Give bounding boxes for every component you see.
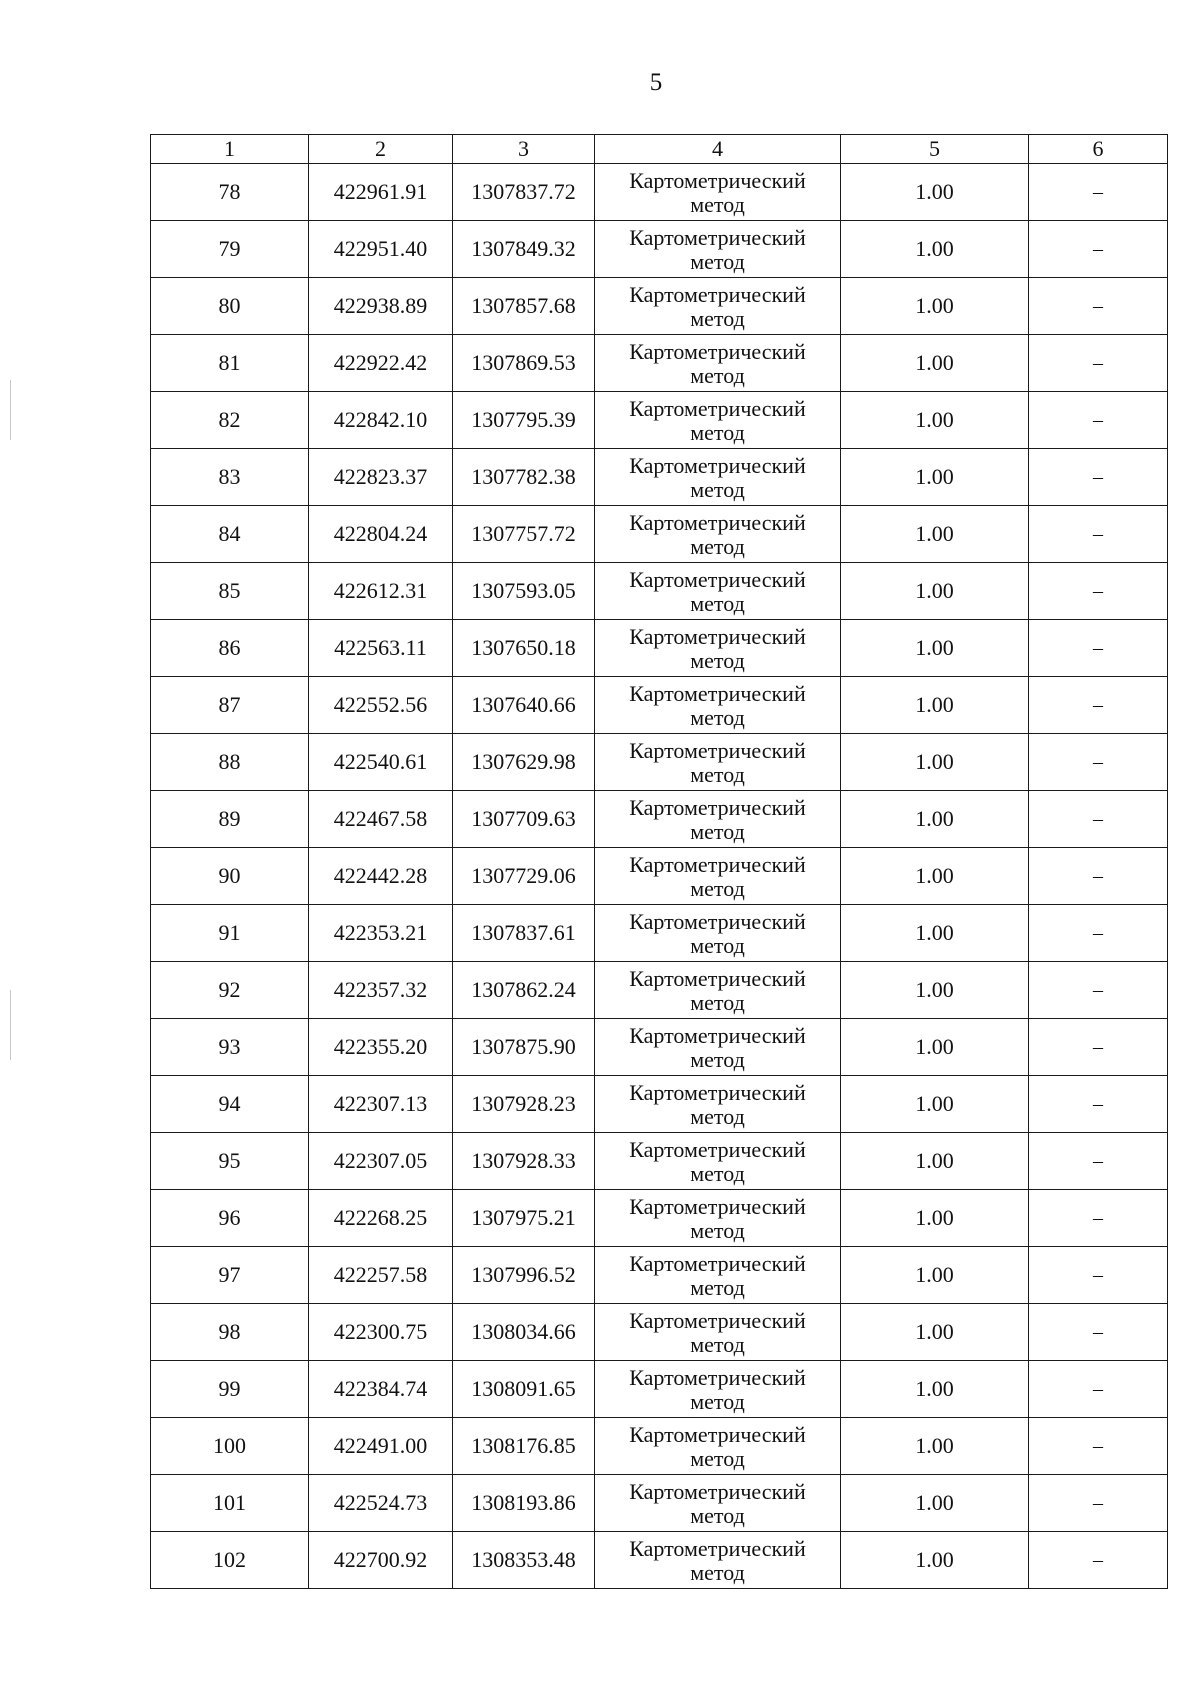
method-cell bbox=[595, 791, 841, 848]
column-header: 4 bbox=[595, 135, 841, 164]
error-value-cell: 1.00 bbox=[841, 1532, 1029, 1589]
method-line-2: метод bbox=[690, 1502, 745, 1528]
table-row bbox=[151, 164, 1168, 221]
scan-artifact bbox=[10, 990, 11, 1060]
column-header: 2 bbox=[309, 135, 453, 164]
method-cell bbox=[595, 392, 841, 449]
error-value-cell: 1.00 bbox=[841, 791, 1029, 848]
method-line-1: Картометрический bbox=[629, 908, 806, 934]
note-cell: – bbox=[1029, 392, 1168, 449]
method-line-2: метод bbox=[690, 191, 745, 217]
point-number-cell: 80 bbox=[151, 278, 309, 335]
error-value-cell: 1.00 bbox=[841, 620, 1029, 677]
scan-artifact bbox=[10, 380, 11, 440]
point-number-cell: 96 bbox=[151, 1190, 309, 1247]
table-row bbox=[151, 1247, 1168, 1304]
point-number-cell: 95 bbox=[151, 1133, 309, 1190]
point-number-cell: 88 bbox=[151, 734, 309, 791]
point-number-cell: 86 bbox=[151, 620, 309, 677]
x-coordinate-cell: 422491.00 bbox=[309, 1418, 453, 1475]
error-value-cell: 1.00 bbox=[841, 1304, 1029, 1361]
error-value-cell: 1.00 bbox=[841, 221, 1029, 278]
method-line-1: Картометрический bbox=[629, 737, 806, 763]
note-cell: – bbox=[1029, 962, 1168, 1019]
note-cell: – bbox=[1029, 1190, 1168, 1247]
point-number-cell: 79 bbox=[151, 221, 309, 278]
method-cell bbox=[595, 905, 841, 962]
method-line-1: Картометрический bbox=[629, 1364, 806, 1390]
method-line-2: метод bbox=[690, 704, 745, 730]
note-cell: – bbox=[1029, 1418, 1168, 1475]
method-line-2: метод bbox=[690, 1274, 745, 1300]
error-value-cell: 1.00 bbox=[841, 1418, 1029, 1475]
note-cell: – bbox=[1029, 1532, 1168, 1589]
y-coordinate-cell: 1307795.39 bbox=[453, 392, 595, 449]
x-coordinate-cell: 422357.32 bbox=[309, 962, 453, 1019]
table-row bbox=[151, 1133, 1168, 1190]
y-coordinate-cell: 1307996.52 bbox=[453, 1247, 595, 1304]
point-number-cell: 90 bbox=[151, 848, 309, 905]
point-number-cell: 99 bbox=[151, 1361, 309, 1418]
method-cell bbox=[595, 1532, 841, 1589]
point-number-cell: 92 bbox=[151, 962, 309, 1019]
method-line-1: Картометрический bbox=[629, 566, 806, 592]
table-row bbox=[151, 620, 1168, 677]
y-coordinate-cell: 1307857.68 bbox=[453, 278, 595, 335]
method-line-2: метод bbox=[690, 761, 745, 787]
point-number-cell: 87 bbox=[151, 677, 309, 734]
method-cell bbox=[595, 1019, 841, 1076]
point-number-cell: 101 bbox=[151, 1475, 309, 1532]
method-cell bbox=[595, 620, 841, 677]
note-cell: – bbox=[1029, 278, 1168, 335]
method-line-1: Картометрический bbox=[629, 1250, 806, 1276]
table-row bbox=[151, 1190, 1168, 1247]
note-cell: – bbox=[1029, 1304, 1168, 1361]
method-line-1: Картометрический bbox=[629, 452, 806, 478]
note-cell: – bbox=[1029, 449, 1168, 506]
table-row bbox=[151, 1532, 1168, 1589]
method-line-2: метод bbox=[690, 647, 745, 673]
table-row bbox=[151, 221, 1168, 278]
method-line-2: метод bbox=[690, 533, 745, 559]
method-line-2: метод bbox=[690, 989, 745, 1015]
method-line-2: метод bbox=[690, 1331, 745, 1357]
error-value-cell: 1.00 bbox=[841, 392, 1029, 449]
y-coordinate-cell: 1307640.66 bbox=[453, 677, 595, 734]
x-coordinate-cell: 422842.10 bbox=[309, 392, 453, 449]
table-row bbox=[151, 1361, 1168, 1418]
x-coordinate-cell: 422307.05 bbox=[309, 1133, 453, 1190]
method-line-2: метод bbox=[690, 305, 745, 331]
method-line-2: метод bbox=[690, 1445, 745, 1471]
x-coordinate-cell: 422951.40 bbox=[309, 221, 453, 278]
x-coordinate-cell: 422467.58 bbox=[309, 791, 453, 848]
method-line-2: метод bbox=[690, 875, 745, 901]
method-line-2: метод bbox=[690, 248, 745, 274]
error-value-cell: 1.00 bbox=[841, 962, 1029, 1019]
x-coordinate-cell: 422612.31 bbox=[309, 563, 453, 620]
x-coordinate-cell: 422922.42 bbox=[309, 335, 453, 392]
x-coordinate-cell: 422257.58 bbox=[309, 1247, 453, 1304]
y-coordinate-cell: 1308034.66 bbox=[453, 1304, 595, 1361]
x-coordinate-cell: 422307.13 bbox=[309, 1076, 453, 1133]
point-number-cell: 84 bbox=[151, 506, 309, 563]
x-coordinate-cell: 422823.37 bbox=[309, 449, 453, 506]
method-line-1: Картометрический bbox=[629, 965, 806, 991]
column-number-row bbox=[151, 135, 1168, 164]
x-coordinate-cell: 422442.28 bbox=[309, 848, 453, 905]
x-coordinate-cell: 422552.56 bbox=[309, 677, 453, 734]
note-cell: – bbox=[1029, 563, 1168, 620]
method-line-1: Картометрический bbox=[629, 1307, 806, 1333]
y-coordinate-cell: 1307729.06 bbox=[453, 848, 595, 905]
method-line-1: Картометрический bbox=[629, 224, 806, 250]
column-header: 1 bbox=[151, 135, 309, 164]
method-line-2: метод bbox=[690, 419, 745, 445]
note-cell: – bbox=[1029, 620, 1168, 677]
method-line-2: метод bbox=[690, 362, 745, 388]
method-cell bbox=[595, 563, 841, 620]
note-cell: – bbox=[1029, 1247, 1168, 1304]
x-coordinate-cell: 422384.74 bbox=[309, 1361, 453, 1418]
x-coordinate-cell: 422700.92 bbox=[309, 1532, 453, 1589]
method-cell bbox=[595, 1418, 841, 1475]
method-cell bbox=[595, 1247, 841, 1304]
table-row bbox=[151, 791, 1168, 848]
error-value-cell: 1.00 bbox=[841, 677, 1029, 734]
x-coordinate-cell: 422563.11 bbox=[309, 620, 453, 677]
table-body bbox=[151, 164, 1168, 1589]
method-cell bbox=[595, 506, 841, 563]
x-coordinate-cell: 422961.91 bbox=[309, 164, 453, 221]
note-cell: – bbox=[1029, 677, 1168, 734]
point-number-cell: 102 bbox=[151, 1532, 309, 1589]
method-line-1: Картометрический bbox=[629, 1535, 806, 1561]
method-line-2: метод bbox=[690, 590, 745, 616]
method-cell bbox=[595, 221, 841, 278]
x-coordinate-cell: 422355.20 bbox=[309, 1019, 453, 1076]
error-value-cell: 1.00 bbox=[841, 1019, 1029, 1076]
point-number-cell: 83 bbox=[151, 449, 309, 506]
x-coordinate-cell: 422804.24 bbox=[309, 506, 453, 563]
error-value-cell: 1.00 bbox=[841, 905, 1029, 962]
y-coordinate-cell: 1307837.61 bbox=[453, 905, 595, 962]
table-row bbox=[151, 1019, 1168, 1076]
note-cell: – bbox=[1029, 734, 1168, 791]
table-row bbox=[151, 563, 1168, 620]
note-cell: – bbox=[1029, 848, 1168, 905]
method-cell bbox=[595, 1475, 841, 1532]
y-coordinate-cell: 1307869.53 bbox=[453, 335, 595, 392]
method-line-2: метод bbox=[690, 1559, 745, 1585]
error-value-cell: 1.00 bbox=[841, 278, 1029, 335]
method-line-1: Картометрический bbox=[629, 509, 806, 535]
y-coordinate-cell: 1307849.32 bbox=[453, 221, 595, 278]
point-number-cell: 94 bbox=[151, 1076, 309, 1133]
method-cell bbox=[595, 1304, 841, 1361]
y-coordinate-cell: 1308353.48 bbox=[453, 1532, 595, 1589]
method-line-1: Картометрический bbox=[629, 794, 806, 820]
y-coordinate-cell: 1307629.98 bbox=[453, 734, 595, 791]
error-value-cell: 1.00 bbox=[841, 335, 1029, 392]
x-coordinate-cell: 422300.75 bbox=[309, 1304, 453, 1361]
method-cell bbox=[595, 1133, 841, 1190]
error-value-cell: 1.00 bbox=[841, 1076, 1029, 1133]
method-line-2: метод bbox=[690, 1388, 745, 1414]
method-line-1: Картометрический bbox=[629, 281, 806, 307]
method-cell bbox=[595, 335, 841, 392]
note-cell: – bbox=[1029, 164, 1168, 221]
error-value-cell: 1.00 bbox=[841, 449, 1029, 506]
table-row bbox=[151, 335, 1168, 392]
point-number-cell: 93 bbox=[151, 1019, 309, 1076]
method-cell bbox=[595, 962, 841, 1019]
note-cell: – bbox=[1029, 905, 1168, 962]
table-row bbox=[151, 1304, 1168, 1361]
table-row bbox=[151, 392, 1168, 449]
table-row bbox=[151, 1076, 1168, 1133]
table-row bbox=[151, 1418, 1168, 1475]
y-coordinate-cell: 1307837.72 bbox=[453, 164, 595, 221]
y-coordinate-cell: 1307975.21 bbox=[453, 1190, 595, 1247]
method-line-2: метод bbox=[690, 818, 745, 844]
method-line-1: Картометрический bbox=[629, 851, 806, 877]
note-cell: – bbox=[1029, 1019, 1168, 1076]
error-value-cell: 1.00 bbox=[841, 848, 1029, 905]
method-line-1: Картометрический bbox=[629, 680, 806, 706]
method-cell bbox=[595, 734, 841, 791]
method-line-2: метод bbox=[690, 932, 745, 958]
error-value-cell: 1.00 bbox=[841, 1361, 1029, 1418]
table-row bbox=[151, 1475, 1168, 1532]
y-coordinate-cell: 1307709.63 bbox=[453, 791, 595, 848]
note-cell: – bbox=[1029, 1076, 1168, 1133]
method-line-1: Картометрический bbox=[629, 1022, 806, 1048]
point-number-cell: 89 bbox=[151, 791, 309, 848]
y-coordinate-cell: 1307875.90 bbox=[453, 1019, 595, 1076]
method-cell bbox=[595, 1361, 841, 1418]
method-line-2: метод bbox=[690, 1217, 745, 1243]
error-value-cell: 1.00 bbox=[841, 1475, 1029, 1532]
error-value-cell: 1.00 bbox=[841, 506, 1029, 563]
y-coordinate-cell: 1307928.33 bbox=[453, 1133, 595, 1190]
method-cell bbox=[595, 164, 841, 221]
y-coordinate-cell: 1307782.38 bbox=[453, 449, 595, 506]
table-row bbox=[151, 905, 1168, 962]
method-line-1: Картометрический bbox=[629, 395, 806, 421]
y-coordinate-cell: 1308091.65 bbox=[453, 1361, 595, 1418]
point-number-cell: 100 bbox=[151, 1418, 309, 1475]
coordinates-table bbox=[150, 134, 1168, 1589]
method-line-1: Картометрический bbox=[629, 623, 806, 649]
y-coordinate-cell: 1307862.24 bbox=[453, 962, 595, 1019]
error-value-cell: 1.00 bbox=[841, 1133, 1029, 1190]
point-number-cell: 97 bbox=[151, 1247, 309, 1304]
note-cell: – bbox=[1029, 1361, 1168, 1418]
error-value-cell: 1.00 bbox=[841, 1247, 1029, 1304]
x-coordinate-cell: 422938.89 bbox=[309, 278, 453, 335]
page-number: 5 bbox=[649, 69, 663, 96]
y-coordinate-cell: 1307593.05 bbox=[453, 563, 595, 620]
note-cell: – bbox=[1029, 1133, 1168, 1190]
column-header: 3 bbox=[453, 135, 595, 164]
note-cell: – bbox=[1029, 335, 1168, 392]
table-row bbox=[151, 734, 1168, 791]
method-line-2: метод bbox=[690, 1160, 745, 1186]
table-row bbox=[151, 278, 1168, 335]
column-header: 5 bbox=[841, 135, 1029, 164]
note-cell: – bbox=[1029, 791, 1168, 848]
method-line-2: метод bbox=[690, 1046, 745, 1072]
point-number-cell: 91 bbox=[151, 905, 309, 962]
note-cell: – bbox=[1029, 221, 1168, 278]
method-line-1: Картометрический bbox=[629, 167, 806, 193]
y-coordinate-cell: 1307928.23 bbox=[453, 1076, 595, 1133]
method-line-2: метод bbox=[690, 476, 745, 502]
method-cell bbox=[595, 677, 841, 734]
method-cell bbox=[595, 449, 841, 506]
point-number-cell: 82 bbox=[151, 392, 309, 449]
x-coordinate-cell: 422268.25 bbox=[309, 1190, 453, 1247]
method-cell bbox=[595, 278, 841, 335]
table-row bbox=[151, 449, 1168, 506]
method-line-1: Картометрический bbox=[629, 1478, 806, 1504]
error-value-cell: 1.00 bbox=[841, 164, 1029, 221]
method-line-1: Картометрический bbox=[629, 1079, 806, 1105]
method-line-1: Картометрический bbox=[629, 1193, 806, 1219]
y-coordinate-cell: 1308193.86 bbox=[453, 1475, 595, 1532]
method-line-2: метод bbox=[690, 1103, 745, 1129]
y-coordinate-cell: 1307757.72 bbox=[453, 506, 595, 563]
note-cell: – bbox=[1029, 1475, 1168, 1532]
error-value-cell: 1.00 bbox=[841, 563, 1029, 620]
point-number-cell: 81 bbox=[151, 335, 309, 392]
method-line-1: Картометрический bbox=[629, 338, 806, 364]
point-number-cell: 78 bbox=[151, 164, 309, 221]
method-line-1: Картометрический bbox=[629, 1421, 806, 1447]
y-coordinate-cell: 1307650.18 bbox=[453, 620, 595, 677]
y-coordinate-cell: 1308176.85 bbox=[453, 1418, 595, 1475]
table-row bbox=[151, 677, 1168, 734]
note-cell: – bbox=[1029, 506, 1168, 563]
error-value-cell: 1.00 bbox=[841, 1190, 1029, 1247]
point-number-cell: 85 bbox=[151, 563, 309, 620]
method-cell bbox=[595, 848, 841, 905]
error-value-cell: 1.00 bbox=[841, 734, 1029, 791]
column-header: 6 bbox=[1029, 135, 1168, 164]
point-number-cell: 98 bbox=[151, 1304, 309, 1361]
x-coordinate-cell: 422524.73 bbox=[309, 1475, 453, 1532]
table-row bbox=[151, 848, 1168, 905]
table-row bbox=[151, 506, 1168, 563]
method-line-1: Картометрический bbox=[629, 1136, 806, 1162]
x-coordinate-cell: 422540.61 bbox=[309, 734, 453, 791]
method-cell bbox=[595, 1190, 841, 1247]
table-row bbox=[151, 962, 1168, 1019]
x-coordinate-cell: 422353.21 bbox=[309, 905, 453, 962]
method-cell bbox=[595, 1076, 841, 1133]
